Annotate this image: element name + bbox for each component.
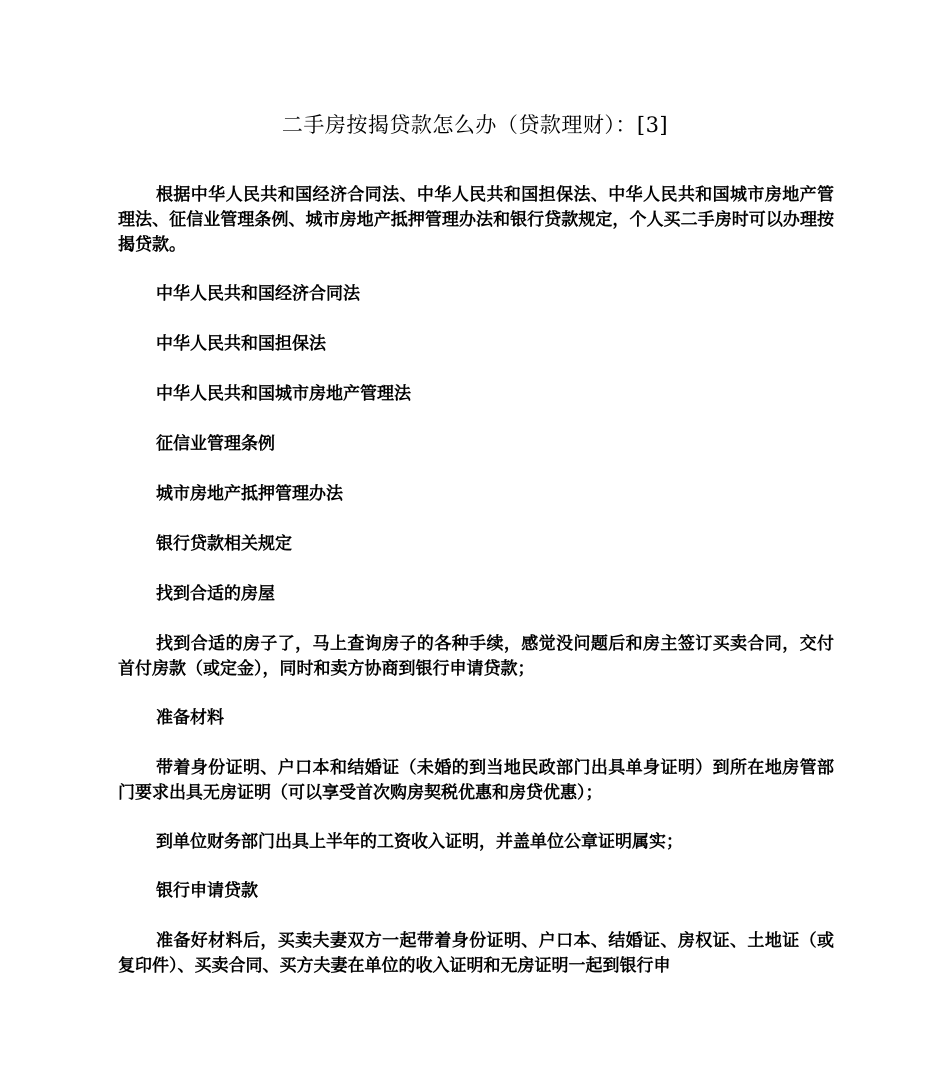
document-body	[118, 183, 834, 1003]
section-heading: 准备材料	[156, 708, 224, 728]
section-heading: 中华人民共和国经济合同法	[156, 284, 360, 304]
paragraph: 到单位财务部门出具上半年的工资收入证明，并盖单位公章证明属实；	[156, 832, 683, 852]
section-heading: 找到合适的房屋	[156, 584, 275, 604]
section-heading: 中华人民共和国城市房地产管理法	[156, 384, 411, 404]
section-heading: 银行申请贷款	[156, 881, 258, 901]
document-title: 二手房按揭贷款怎么办（贷款理财）：[3]	[281, 113, 669, 137]
paragraph: 准备好材料后，买卖夫妻双方一起带着身份证明、户口本、结婚证、房权证、土地证（或复印件）、买卖合同、买方夫妻在单位的收入证明和无房证明一起到银行申	[118, 931, 834, 976]
section-heading: 城市房地产抵押管理办法	[156, 484, 343, 504]
paragraph: 带着身份证明、户口本和结婚证（未婚的到当地民政部门出具单身证明）到所在地房管部门要求出具无房证明（可以享受首次购房契税优惠和房贷优惠）；	[118, 758, 834, 803]
paragraph: 找到合适的房子了，马上查询房子的各种手续，感觉没问题后和房主签订买卖合同，交付首付房款（或定金），同时和卖方协商到银行申请贷款；	[118, 634, 834, 679]
section-heading: 中华人民共和国担保法	[156, 334, 326, 354]
section-heading: 银行贷款相关规定	[156, 534, 292, 554]
paragraph: 根据中华人民共和国经济合同法、中华人民共和国担保法、中华人民共和国城市房地产管理法、征信业管理条例、城市房地产抵押管理办法和银行贷款规定，个人买二手房时可以办理按揭贷款。	[118, 185, 834, 255]
section-heading: 征信业管理条例	[156, 434, 275, 454]
